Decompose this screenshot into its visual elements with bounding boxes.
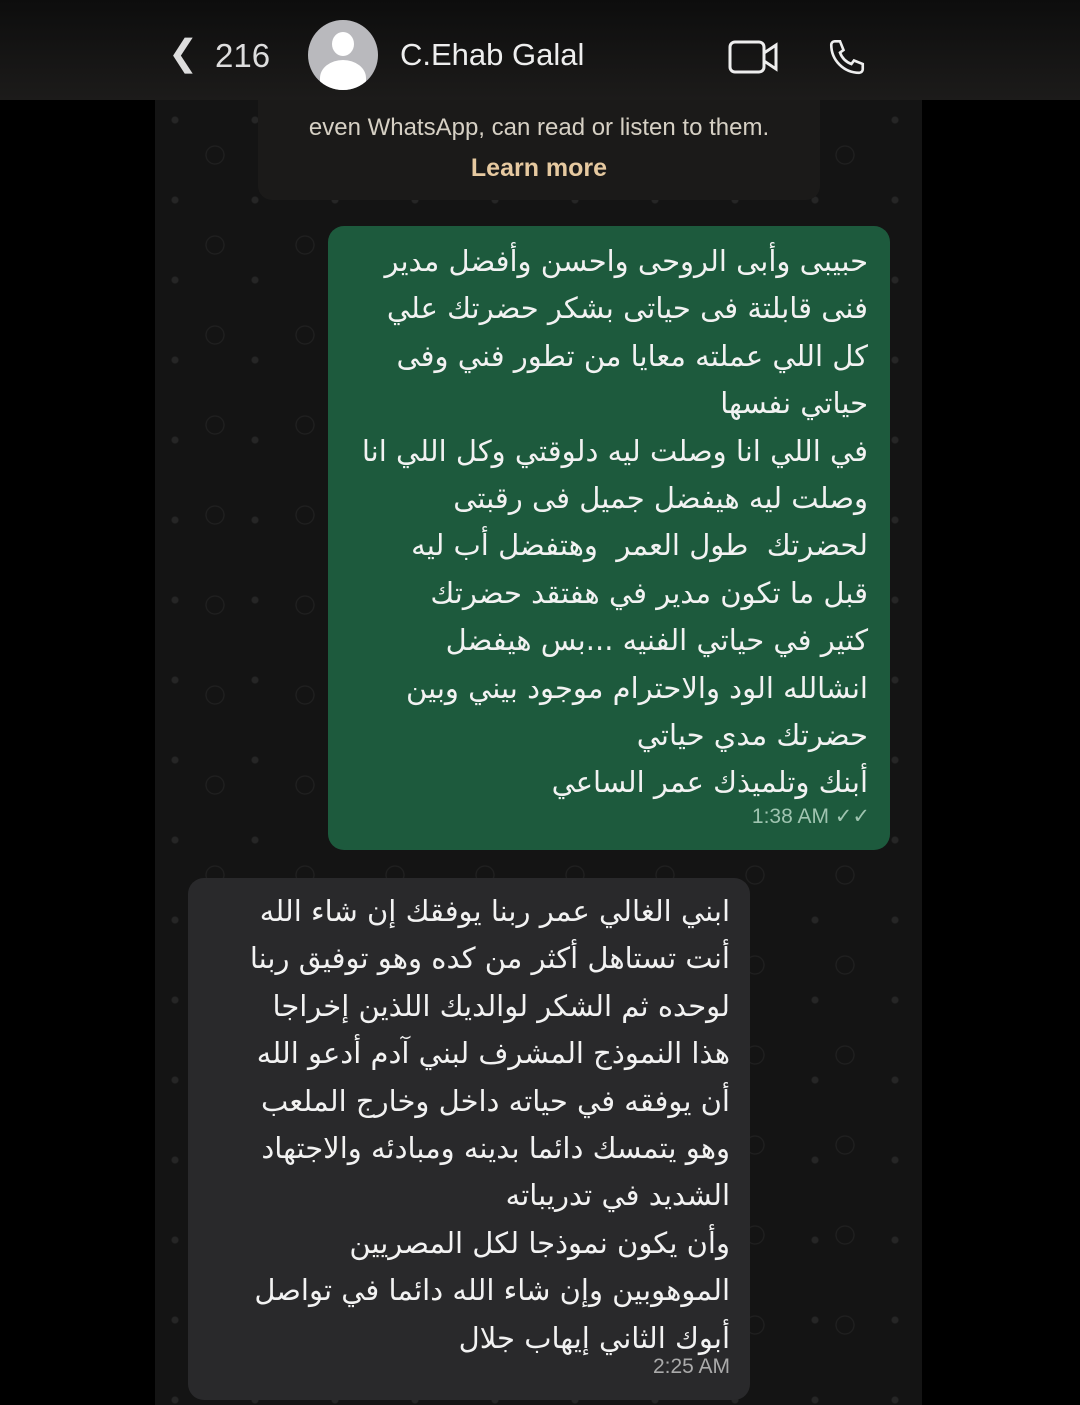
message-line: وصلت ليه هيفضل جميل فى رقبتى — [453, 481, 868, 516]
message-line: كتير في حياتي الفنيه ...بس هيفضل — [445, 623, 868, 658]
message-line: هذا النموذج المشرف لبني آدم أدعو الله — [256, 1036, 730, 1071]
message-line: أنت تستاهل أكثر من كده وهو توفيق ربنا — [249, 941, 730, 976]
message-line: الشديد في تدريباته — [505, 1178, 730, 1213]
message-line: أن يوفقه في حياته داخل وخارج الملعب — [260, 1083, 730, 1118]
contact-name[interactable]: C.Ehab Galal — [400, 37, 585, 72]
message-time — [752, 793, 870, 840]
message-line: لوحده ثم الشكر لوالديك اللذين إخراجا — [272, 988, 730, 1023]
avatar[interactable] — [308, 20, 378, 90]
message-line: أبوك الثاني إيهاب جلال — [458, 1320, 730, 1355]
encryption-notice — [258, 100, 820, 200]
incoming-message[interactable] — [188, 878, 750, 1400]
message-line: حبيبى وأبى الروحى واحسن وأفضل مدير — [384, 244, 868, 278]
timestamp: 2:25 AM — [652, 1354, 730, 1378]
encryption-notice-text: even WhatsApp, can read or listen to them. — [308, 114, 770, 141]
message-line: لحضرتك طول العمر وهتفضل أب ليه — [411, 528, 868, 563]
message-line: حضرتك مدي حياتي — [636, 718, 868, 753]
message-line: وهو يتمسك دائما بدينه ومبادئه والاجتهاد — [261, 1131, 730, 1166]
timestamp: 1:38 AM — [751, 804, 829, 828]
message-line: في اللي انا وصلت ليه دلوقتي وكل اللي انا — [361, 433, 868, 468]
message-line: ابني الغالي عمر ربنا يوفقك إن شاء الله — [259, 894, 730, 928]
message-line: وأن يكون نموذجا لكل المصريين — [349, 1225, 730, 1260]
learn-more-link[interactable]: Learn more — [470, 154, 608, 182]
message-line: انشالله الود والاحترام موجود بيني وبين — [406, 670, 868, 705]
video-call-icon[interactable] — [728, 40, 780, 74]
back-unread-count[interactable]: 216 — [215, 37, 271, 74]
back-chevron-icon[interactable]: ❮ — [168, 32, 199, 73]
message-line: أبنك وتلميذك عمر الساعي — [551, 765, 868, 800]
double-check-read-icon: ✓✓ — [834, 804, 870, 828]
message-line: كل اللي عملته معايا من تطور فني وفى — [396, 338, 868, 373]
message-line: فنى قابلتة فى حياتى بشكر حضرتك علي — [386, 291, 868, 326]
outgoing-message[interactable] — [328, 226, 890, 850]
chat-header — [0, 0, 1080, 100]
message-line: حياتي نفسها — [720, 386, 868, 421]
phone-call-icon[interactable] — [826, 36, 868, 78]
message-line: قبل ما تكون مدير في هفتقد حضرتك — [430, 575, 868, 610]
message-line: الموهوبين وإن شاء الله دائما في تواصل — [254, 1273, 730, 1308]
